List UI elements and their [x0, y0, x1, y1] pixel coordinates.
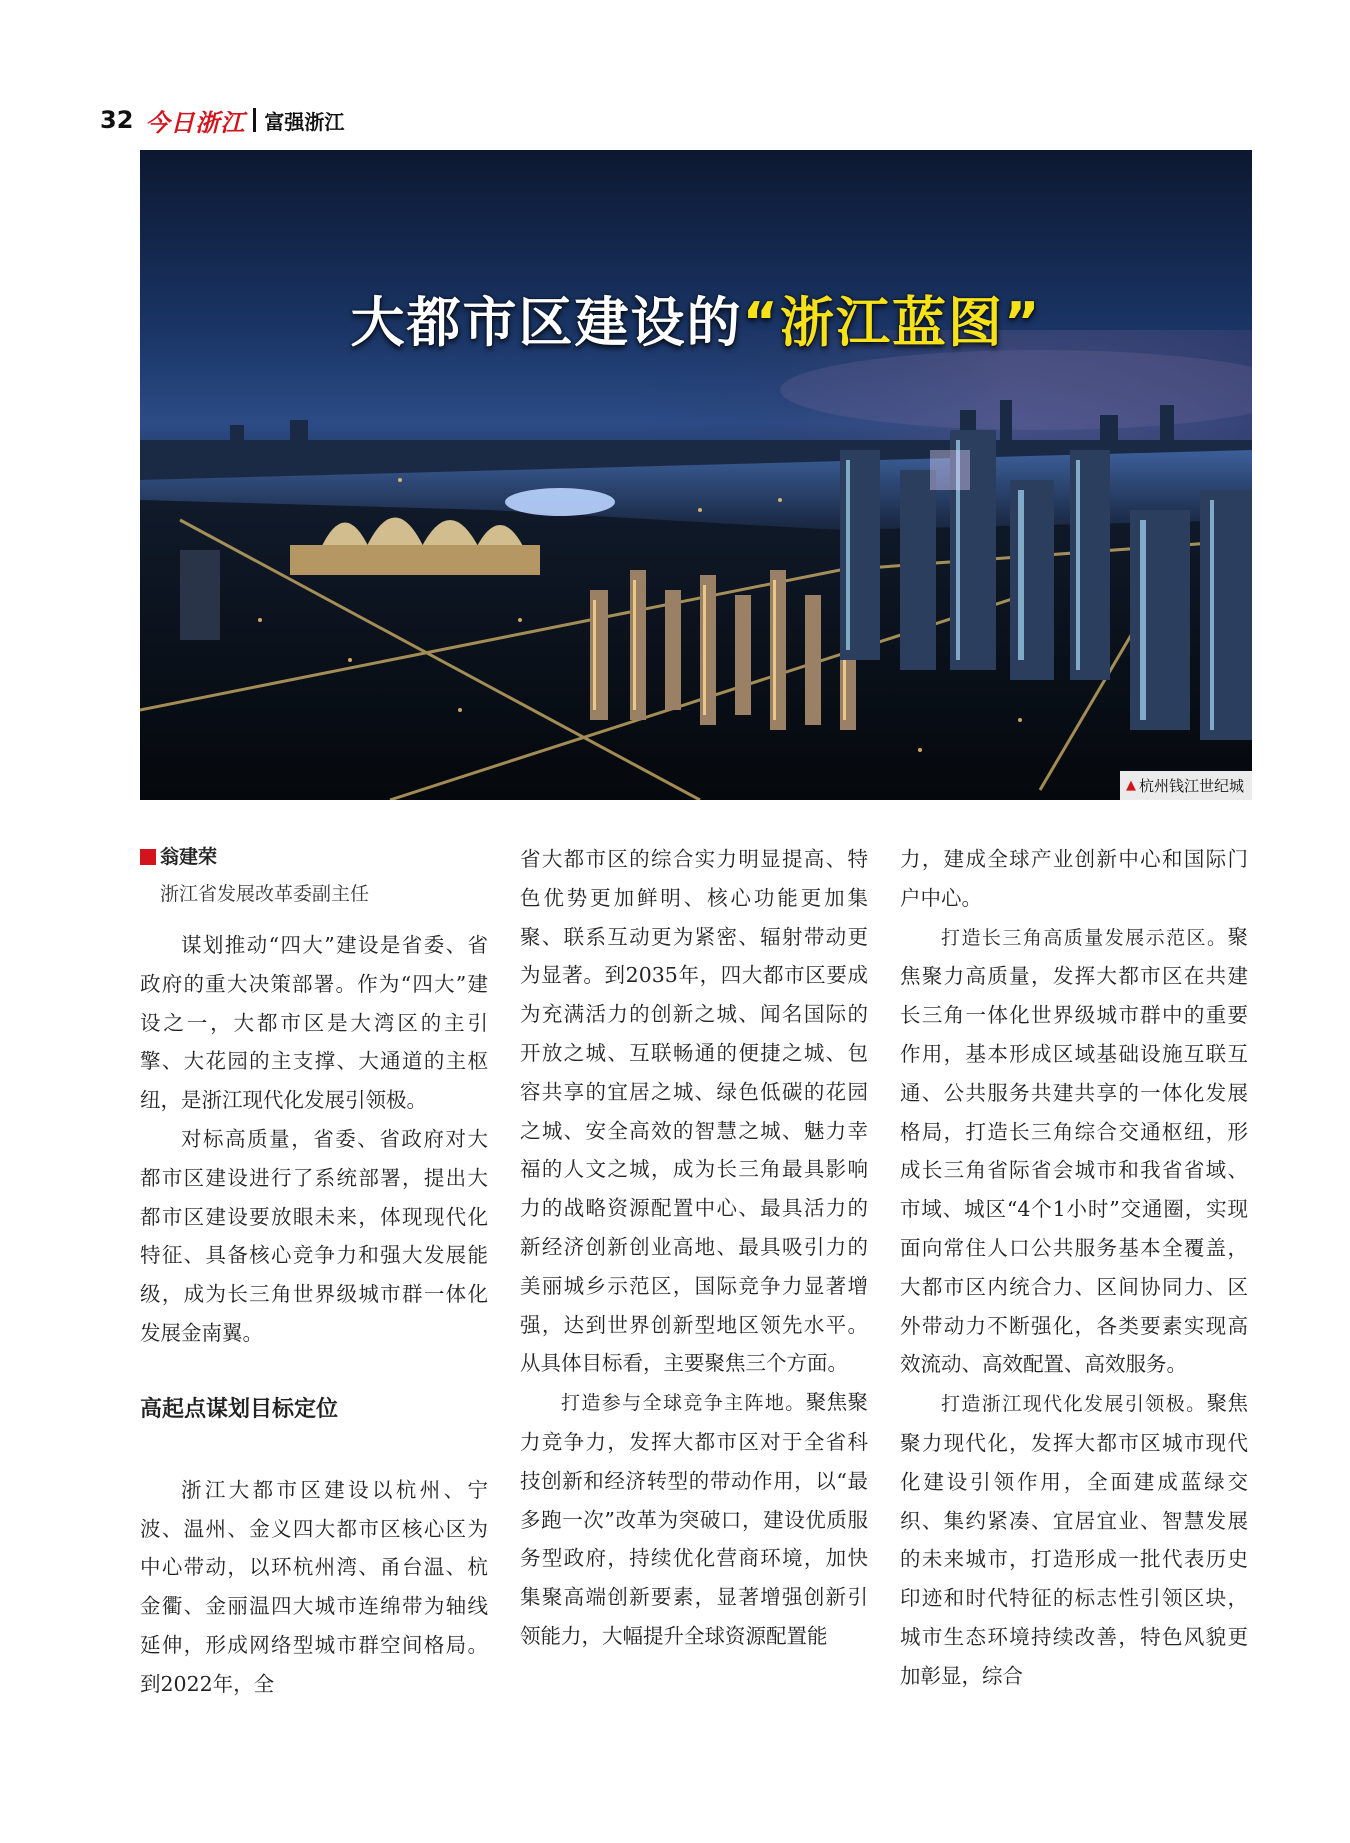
hero-photo [140, 150, 1252, 800]
paragraph: 对标高质量，省委、省政府对大都市区建设进行了系统部署，提出大都市区建设要放眼未来，体现现代化特征、具备核心竞争力和强大发展能级，成为长三角世界级城市群一体化发展金南翼。 [140, 1126, 488, 1345]
paragraph: 省大都市区的综合实力明显提高、特色优势更加鲜明、核心功能更加集聚、联系互动更为紧密、辐射带动更为显著。到2035年，四大都市区要成为充满活力的创新之城、闻名国际的开放之城、互联畅通的便捷之城、包容共享的宜居之城、绿色低碳的花园之城、安全高效的智慧之城、魅力幸福的人文之城，成为长三角最具影响力的战略资源配置中心、最具活力的新经济创新创业高地、最具吸引力的美丽城乡示范区，国际竞争力显著增强，达到世界创新型地区领先水平。从具体目标看，主要聚焦三个方面。 [520, 847, 868, 1376]
square-marker-icon [140, 849, 156, 865]
author-name: 翁建荣 [140, 840, 488, 874]
paragraph: 力，建成全球产业创新中心和国际门户中心。 [900, 847, 1248, 910]
paragraph: 打造浙江现代化发展引领极。聚焦聚力现代化，发挥大都市区城市现代化建设引领作用，全面建成蓝绿交织、集约紧凑、宜居宜业、智慧发展的未来城市，打造形成一批代表历史印迹和时代特征的标志性引领区块，城市生态环境持续改善，特色风貌更加彰显，综合 [900, 1391, 1248, 1688]
article-column-2 [520, 840, 868, 1656]
section-heading: 高起点谋划目标定位 [140, 1396, 339, 1422]
city-night-illustration [140, 150, 1252, 800]
paragraph: 打造参与全球竞争主阵地。聚焦聚力竞争力，发挥大都市区对于全省科技创新和经济转型的带动作用，以“最多跑一次”改革为突破口，建设优质服务型政府，持续优化营商环境，加快集聚高端创新要素，显著增强创新引领能力，大幅提升全球资源配置能 [520, 1390, 868, 1648]
caption-text: 杭州钱江世纪城 [1138, 777, 1244, 795]
photo-caption [1120, 771, 1252, 800]
article-column-3 [900, 840, 1248, 1696]
section-name: 富强浙江 [264, 109, 345, 134]
triangle-up-icon: ▲ [1125, 778, 1136, 793]
magazine-logo: 今日浙江 [145, 107, 246, 137]
lead-in: 打造长三角高质量发展示范区。 [941, 926, 1228, 949]
article-title [140, 280, 1252, 357]
page-number: 32 [100, 106, 134, 134]
page-header [100, 100, 344, 140]
article-column-1 [140, 840, 488, 1704]
paragraph: 谋划推动“四大”建设是省委、省政府的重大决策部署。作为“四大”建设之一，大都市区是大湾区的主引擎、大花园的主支撑、大通道的主枢纽，是浙江现代化发展引领极。 [140, 933, 488, 1113]
lead-in: 打造参与全球竞争主阵地。 [561, 1392, 806, 1415]
author-title: 浙江省发展改革委副主任 [160, 883, 370, 905]
paragraph: 浙江大都市区建设以杭州、宁波、温州、金义四大都市区核心区为中心带动，以环杭州湾、甬台温、杭金衢、金丽温四大城市连绵带为轴线延伸，形成网络型城市群空间格局。到2022年，全 [140, 1477, 488, 1696]
paragraph: 打造长三角高质量发展示范区。聚焦聚力高质量，发挥大都市区在共建长三角一体化世界级城市群中的重要作用，基本形成区域基础设施互联互通、公共服务共建共享的一体化发展格局，打造长三角综合交通枢纽，形成长三角省际省会城市和我省省域、市域、城区“4个1小时”交通圈，实现面向常住人口公共服务基本全覆盖，大都市区内统合力、区间协同力、区外带动力不断强化，各类要素实现高效流动、高效配置、高效服务。 [900, 924, 1248, 1377]
lead-in: 打造浙江现代化发展引领极。 [941, 1393, 1207, 1416]
title-part-2: “浙江蓝图” [742, 291, 1042, 354]
header-divider [253, 108, 256, 132]
title-part-1: 大都市区建设的 [350, 291, 743, 354]
